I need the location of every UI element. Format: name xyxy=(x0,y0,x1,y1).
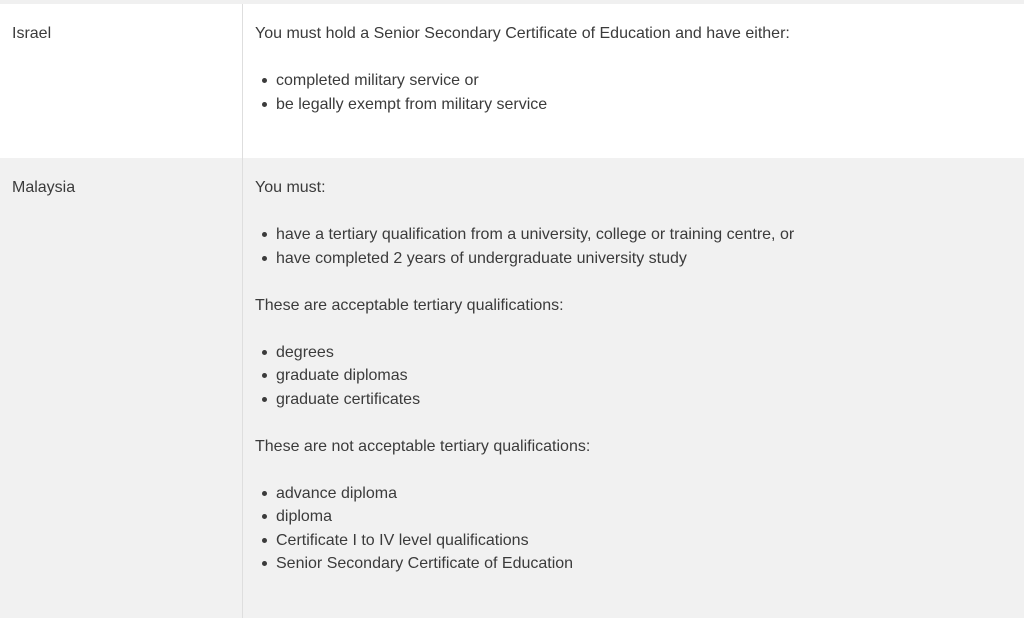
requirements-cell xyxy=(242,4,1024,158)
list-item: graduate diplomas xyxy=(276,366,1024,385)
requirement-intro: You must: xyxy=(255,179,326,196)
table-row-israel xyxy=(0,4,1024,158)
requirement-list xyxy=(255,225,1024,268)
list-item: Senior Secondary Certificate of Education xyxy=(276,554,1024,573)
list-item: degrees xyxy=(276,343,1024,362)
requirement-intro: You must hold a Senior Secondary Certificate of Education and have either: xyxy=(255,25,790,42)
acceptable-list xyxy=(255,343,1024,409)
table-row-malaysia xyxy=(0,158,1024,618)
list-item: diploma xyxy=(276,507,1024,526)
list-item: graduate certificates xyxy=(276,390,1024,409)
list-item: have a tertiary qualification from a university, college or training centre, or xyxy=(276,225,1024,244)
acceptable-heading: These are acceptable tertiary qualifications: xyxy=(255,296,564,314)
list-item: have completed 2 years of undergraduate university study xyxy=(276,249,1024,268)
list-item: be legally exempt from military service xyxy=(276,95,1024,114)
country-cell: Israel xyxy=(12,25,52,42)
requirement-list xyxy=(255,71,1024,114)
list-item: completed military service or xyxy=(276,71,1024,90)
country-cell: Malaysia xyxy=(12,179,76,196)
list-item: advance diploma xyxy=(276,484,1024,503)
not-acceptable-heading: These are not acceptable tertiary qualifications: xyxy=(255,437,591,455)
requirements-cell xyxy=(242,158,1024,618)
list-item: Certificate I to IV level qualifications xyxy=(276,531,1024,550)
not-acceptable-list xyxy=(255,484,1024,574)
